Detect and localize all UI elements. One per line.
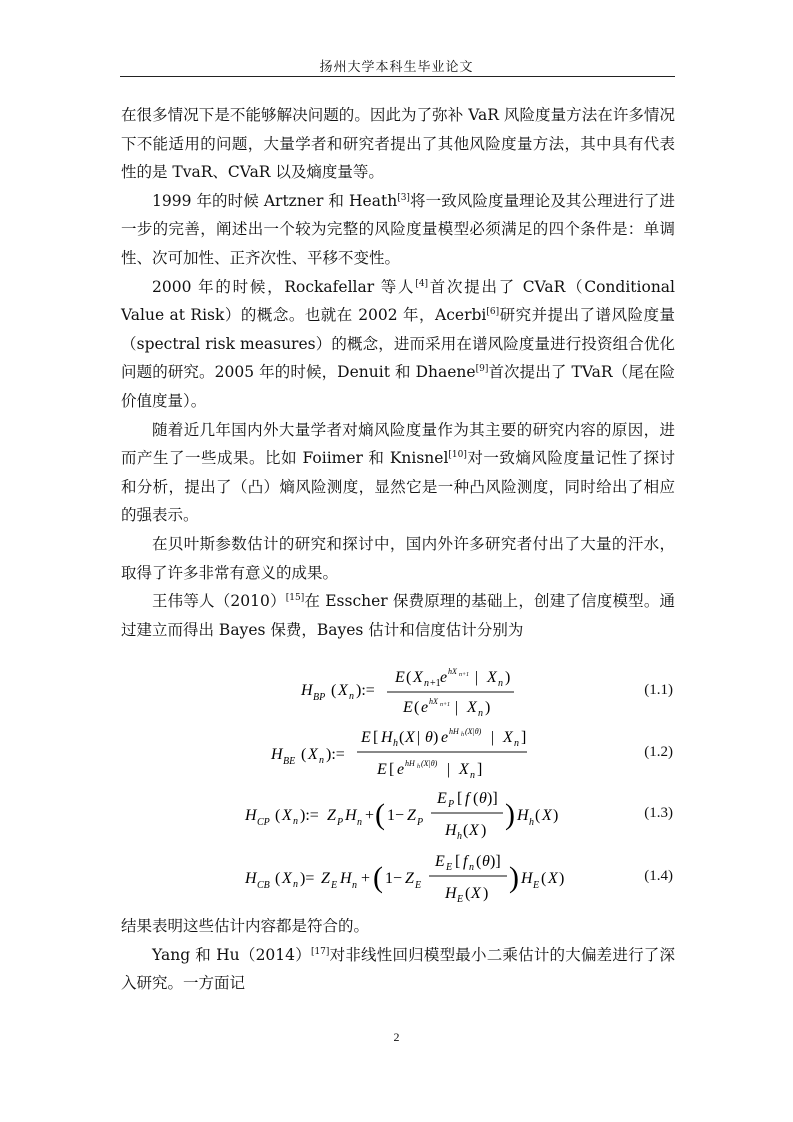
svg-text:+1: +1 bbox=[430, 678, 441, 689]
svg-text:X: X bbox=[405, 729, 415, 746]
svg-text:E: E bbox=[435, 853, 445, 870]
citation-17: [17] bbox=[310, 946, 330, 957]
equation-number: (1.2) bbox=[644, 744, 673, 760]
paragraph-8: Yang 和 Hu（2014）[17]对非线性回归模型最小二乘估计的大偏差进行了深入研究。一方面记 bbox=[121, 945, 675, 993]
running-header: 扬州大学本科生毕业论文 bbox=[319, 60, 474, 75]
body-text bbox=[121, 101, 675, 644]
svg-text:hX: hX bbox=[448, 667, 457, 676]
citation-10: [10] bbox=[448, 450, 467, 461]
svg-text:E: E bbox=[395, 669, 405, 686]
svg-text:(X|θ): (X|θ) bbox=[421, 759, 438, 768]
svg-text:n: n bbox=[424, 678, 429, 689]
svg-text:h: h bbox=[457, 831, 462, 842]
citation-15: [15] bbox=[285, 593, 305, 604]
svg-text:(X|θ): (X|θ) bbox=[465, 727, 482, 736]
svg-text:h: h bbox=[393, 738, 398, 749]
svg-text:(: ( bbox=[463, 822, 469, 839]
svg-text:):=: ):= bbox=[326, 746, 345, 763]
svg-text:H: H bbox=[271, 746, 283, 763]
paragraph-7: 结果表明这些估计内容都是符合的。 bbox=[121, 917, 370, 935]
svg-text:H: H bbox=[245, 870, 257, 887]
svg-text:H: H bbox=[517, 807, 529, 824]
svg-text:X: X bbox=[487, 669, 497, 686]
svg-text:[: [ bbox=[457, 790, 463, 807]
svg-text:H: H bbox=[445, 822, 457, 839]
equation-1-4-formula bbox=[121, 848, 591, 912]
svg-text:[: [ bbox=[455, 853, 461, 870]
svg-text:e: e bbox=[421, 699, 429, 716]
svg-text:θ: θ bbox=[482, 853, 490, 870]
svg-text:n: n bbox=[319, 755, 324, 766]
svg-text:H: H bbox=[345, 807, 357, 824]
svg-text:X: X bbox=[471, 885, 481, 902]
svg-text:): ) bbox=[483, 885, 489, 902]
equation-1-4 bbox=[121, 848, 675, 908]
svg-text:E: E bbox=[403, 699, 413, 716]
paragraph-1: 在很多情况下是不能够解决问题的。因此为了弥补 VaR 风险度量方法在许多情况下不能适用的问题，大量学者和研究者提出了其他风险度量方法，其中具有代表性的是 TvaR、CVaR 以及熵度量等。 bbox=[121, 106, 675, 182]
equation-1-3 bbox=[121, 785, 675, 845]
equation-1-1-formula bbox=[121, 660, 591, 724]
svg-text:(: ( bbox=[541, 870, 547, 887]
svg-text:n: n bbox=[470, 770, 475, 781]
svg-text:)=: )= bbox=[300, 870, 315, 887]
svg-text:P: P bbox=[448, 799, 455, 810]
svg-text:H: H bbox=[445, 885, 457, 902]
svg-text:n: n bbox=[469, 862, 474, 873]
svg-text:X: X bbox=[413, 669, 423, 686]
svg-text:Z: Z bbox=[327, 807, 336, 824]
body-text-continued bbox=[121, 912, 675, 998]
svg-text:H: H bbox=[381, 729, 393, 746]
svg-text:)]: )] bbox=[487, 790, 498, 807]
svg-text:E: E bbox=[446, 862, 453, 873]
svg-text:X: X bbox=[282, 807, 292, 824]
svg-text:(: ( bbox=[465, 885, 471, 902]
paragraph-4: 随着近几年国内外大量学者对熵风险度量作为其主要的研究内容的原因，进而产生了一些成果。比如 Foiimer 和 Knisnel[10]对一致熵风险度量记性了探讨和分析，提出了（凸）熵风险测度，显然它是一种凸风险测度，同时给出了相应的强表示。 bbox=[121, 420, 675, 525]
svg-text:): ) bbox=[485, 699, 491, 716]
equation-1-3-formula bbox=[121, 785, 591, 849]
svg-text:E: E bbox=[437, 790, 447, 807]
svg-text:X: X bbox=[459, 761, 469, 778]
svg-text:(: ( bbox=[406, 669, 412, 686]
svg-text:(: ( bbox=[535, 807, 541, 824]
svg-text:CP: CP bbox=[257, 817, 270, 828]
svg-text:f: f bbox=[465, 790, 470, 807]
svg-text:[: [ bbox=[373, 729, 379, 746]
svg-text:[: [ bbox=[389, 761, 395, 778]
svg-text:E: E bbox=[533, 880, 540, 891]
svg-text:e: e bbox=[441, 729, 449, 746]
svg-text:e: e bbox=[397, 761, 405, 778]
svg-text:(: ( bbox=[373, 861, 383, 894]
svg-text:E: E bbox=[457, 894, 464, 905]
svg-text:n+1: n+1 bbox=[459, 672, 470, 678]
svg-text:E: E bbox=[331, 880, 338, 891]
svg-text:X: X bbox=[542, 807, 552, 824]
svg-text:E: E bbox=[361, 729, 371, 746]
equation-1-2-formula bbox=[121, 722, 591, 786]
svg-text:(: ( bbox=[301, 746, 307, 763]
svg-text:h: h bbox=[461, 732, 464, 738]
svg-text:|: | bbox=[447, 761, 451, 778]
svg-text:n: n bbox=[293, 879, 298, 890]
svg-text:E: E bbox=[377, 761, 387, 778]
svg-text:H: H bbox=[301, 682, 313, 699]
paragraph-5: 在贝叶斯参数估计的研究和探讨中，国内外许多研究者付出了大量的汗水，取得了许多非常有意义的成果。 bbox=[121, 534, 675, 582]
svg-text:n: n bbox=[357, 817, 362, 828]
equation-1-2 bbox=[121, 722, 675, 782]
svg-text:|: | bbox=[491, 729, 495, 746]
svg-text:f: f bbox=[463, 853, 468, 870]
svg-text:1−: 1− bbox=[387, 807, 405, 824]
svg-text:): ) bbox=[481, 822, 487, 839]
equation-number: (1.1) bbox=[644, 682, 673, 698]
svg-text:P: P bbox=[337, 817, 344, 828]
svg-text:): ) bbox=[505, 669, 511, 686]
paragraph-3: 2000 年的时候，Rockafellar 等人[4]首次提出了 CVaR（Conditional Value at Risk）的概念。也就在 2002 年，Acerbi[6]研究并提出了谱风险度量（spectral risk measures）的概念，进而采用在谱风险度量进行投资组合优化问题的研究。2005 年的时候，Denuit 和 Dhaene[9]首次提出了 TVaR（尾在险价值度量）。 bbox=[121, 277, 675, 410]
equation-number: (1.3) bbox=[644, 805, 673, 821]
svg-text:]: ] bbox=[521, 729, 527, 746]
svg-text:X: X bbox=[503, 729, 513, 746]
svg-text:+: + bbox=[361, 870, 371, 887]
svg-text:hH: hH bbox=[405, 759, 415, 768]
svg-text:CB: CB bbox=[257, 880, 270, 891]
svg-text:h: h bbox=[417, 764, 420, 770]
svg-text:): ) bbox=[505, 798, 515, 831]
page-number: 2 bbox=[393, 1030, 400, 1044]
svg-text:e: e bbox=[440, 669, 448, 686]
svg-text:n: n bbox=[293, 816, 298, 827]
citation-3: [3] bbox=[397, 192, 410, 203]
citation-9: [9] bbox=[475, 364, 489, 375]
svg-text:(: ( bbox=[476, 853, 482, 870]
citation-4: [4] bbox=[415, 278, 429, 289]
paragraph-2: 1999 年的时候 Artzner 和 Heath[3]将一致风险度量理论及其公理进行了进一步的完善，阐述出一个较为完整的风险度量模型必须满足的四个条件是：单调性、次可加性、正齐次性、平移不变性。 bbox=[121, 191, 675, 267]
svg-text:θ: θ bbox=[479, 790, 487, 807]
svg-text:BE: BE bbox=[283, 756, 296, 767]
svg-text:(: ( bbox=[275, 870, 281, 887]
svg-text:|: | bbox=[455, 699, 459, 716]
svg-text:X: X bbox=[308, 746, 318, 763]
svg-text:Z: Z bbox=[405, 870, 414, 887]
svg-text:(: ( bbox=[331, 682, 337, 699]
svg-text:): ) bbox=[553, 807, 559, 824]
equation-number: (1.4) bbox=[644, 868, 673, 884]
paragraph-6: 王伟等人（2010）[15]在 Esscher 保费原理的基础上，创建了信度模型。通过建立而得出 Bayes 保费，Bayes 估计和信度估计分别为 bbox=[121, 592, 676, 639]
svg-text:(: ( bbox=[275, 807, 281, 824]
svg-text:X: X bbox=[548, 870, 558, 887]
svg-text:P: P bbox=[417, 817, 424, 828]
svg-text:|: | bbox=[475, 669, 479, 686]
svg-text:H: H bbox=[340, 870, 352, 887]
svg-text:1−: 1− bbox=[385, 870, 403, 887]
svg-text:):=: ):= bbox=[300, 807, 319, 824]
svg-text:): ) bbox=[509, 861, 519, 894]
svg-text:n: n bbox=[514, 738, 519, 749]
svg-text:): ) bbox=[559, 870, 565, 887]
svg-text:BP: BP bbox=[313, 692, 326, 703]
svg-text:X: X bbox=[467, 699, 477, 716]
svg-text:): ) bbox=[433, 729, 439, 746]
svg-text:+: + bbox=[365, 807, 375, 824]
svg-text:Z: Z bbox=[407, 807, 416, 824]
header-rule bbox=[120, 76, 675, 77]
svg-text:h: h bbox=[529, 817, 534, 828]
svg-text:X: X bbox=[338, 682, 348, 699]
svg-text:(: ( bbox=[414, 699, 420, 716]
svg-text:hX: hX bbox=[429, 697, 438, 706]
svg-text:n: n bbox=[349, 691, 354, 702]
svg-text:n+1: n+1 bbox=[440, 702, 451, 708]
svg-text:(: ( bbox=[399, 729, 405, 746]
svg-text:]: ] bbox=[477, 761, 483, 778]
svg-text:):=: ):= bbox=[356, 682, 375, 699]
svg-text:E: E bbox=[415, 880, 422, 891]
svg-text:θ: θ bbox=[425, 729, 433, 746]
svg-text:hH: hH bbox=[449, 727, 459, 736]
svg-text:n: n bbox=[352, 880, 357, 891]
citation-6: [6] bbox=[486, 307, 500, 318]
svg-text:H: H bbox=[245, 807, 257, 824]
svg-text:(: ( bbox=[375, 798, 385, 831]
svg-text:Z: Z bbox=[321, 870, 330, 887]
svg-text:X: X bbox=[469, 822, 479, 839]
svg-text:H: H bbox=[521, 870, 533, 887]
svg-text:)]: )] bbox=[490, 853, 501, 870]
svg-text:n: n bbox=[478, 708, 483, 719]
svg-text:(: ( bbox=[473, 790, 479, 807]
svg-text:n: n bbox=[498, 678, 503, 689]
svg-text:|: | bbox=[417, 729, 421, 746]
equation-1-1 bbox=[121, 660, 675, 720]
svg-text:X: X bbox=[282, 870, 292, 887]
